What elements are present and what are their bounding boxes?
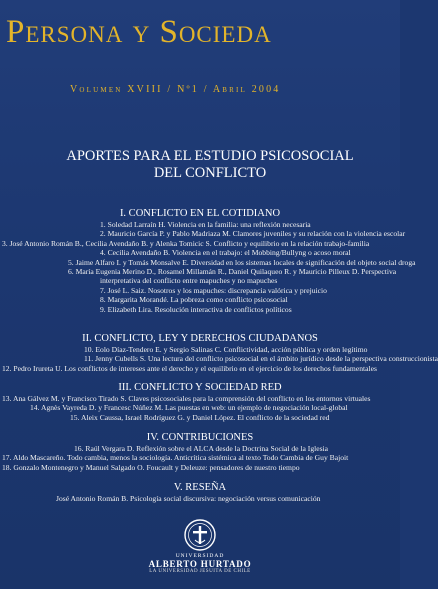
toc-item: 17. Aldo Mascareño. Todo cambia, menos la sociología. Anticrítica sistémica al texto Todo Cambia de Guy Bajoit	[2, 453, 349, 463]
section-heading: II. CONFLICTO, LEY Y DERECHOS CIUDADANOS	[82, 333, 318, 344]
toc-item: José Antonio Román B. Psicología social discursiva: negociación versus comunicación	[56, 494, 321, 503]
section-sociedad-red	[0, 382, 400, 422]
toc-item: 12. Pedro Irureta U. Los conflictos de intereses ante el derecho y el equilibrio en el ejercicio de los derechos fundamentales	[2, 363, 377, 373]
section-heading: III. CONFLICTO Y SOCIEDAD RED	[118, 382, 282, 393]
main-title-line-2: DEL CONFLICTO	[153, 165, 267, 181]
toc-item-continued: interpretativa del conflicto entre mapuches y no mapuches	[100, 276, 278, 286]
toc-item: 8. Margarita Morandé. La pobreza como conflicto psicosocial	[100, 295, 288, 305]
section-ley-derechos	[0, 333, 438, 373]
toc-item: 15. Aleix Caussa, Israel Rodríguez G. y Daniel López. El conflicto de la sociedad red	[70, 412, 330, 422]
toc-item: 2. Mauricio García P. y Pablo Madriaza M. Clamores juveniles y su relación con la violencia escolar	[100, 229, 406, 239]
university-seal-icon	[183, 518, 217, 552]
toc-item: 5. Jaime Alfaro I. y Tomás Monsalve E. Diversidad en los sistemas locales de significación del objeto social droga	[68, 257, 416, 267]
university-name: ALBERTO HURTADO	[148, 559, 252, 569]
toc-item: 14. Agnès Vayreda D. y Francesc Núñez M. Las puestas en web: un ejemplo de negociación local-global	[30, 403, 348, 413]
section-resena	[0, 482, 400, 503]
toc-item: 18. Gonzalo Montenegro y Manuel Salgado O. Foucault y Deleuze: pensadores de nuestro tiempo	[2, 462, 300, 472]
section-contribuciones	[0, 432, 400, 472]
section-conflicto-cotidiano	[0, 208, 416, 314]
section-heading: V. RESEÑA	[173, 482, 227, 493]
toc-item: 9. Elizabeth Lira. Resolución interactiva de conflictos políticos	[100, 304, 292, 314]
toc-item: 3. José Antonio Román B., Cecilia Avendaño B. y Alenka Tomicic S. Conflicto y equilibrio en la relación trabajo-familia	[2, 238, 370, 248]
issue-line: Volumen XVIII / Nº1 / Abril 2004	[70, 84, 281, 95]
main-title	[20, 148, 400, 182]
journal-title: Persona y Socieda	[6, 14, 272, 50]
toc-item: 1. Soledad Larraín H. Violencia en la familia: una reflexión necesaria	[100, 220, 311, 229]
section-heading: I. CONFLICTO EN EL COTIDIANO	[119, 208, 281, 219]
toc-item: 6. María Eugenia Merino D., Rosamel Millamán R., Daniel Quilaqueo R. y Mauricio Pilleux D. Perspectiva	[68, 267, 397, 277]
section-heading: IV. CONTRIBUCIONES	[146, 432, 254, 443]
university-top-label: UNIVERSIDAD	[175, 553, 225, 559]
toc-item: 11. Jenny Cubells S. Una lectura del conflicto psicosocial en el ámbito jurídico desde la perspectiva construccionista	[84, 354, 438, 364]
university-subtitle: LA UNIVERSIDAD JESUITA DE CHILE	[149, 569, 251, 574]
main-title-line-1: APORTES PARA EL ESTUDIO PSICOSOCIAL	[66, 148, 354, 164]
toc-item: 13. Ana Gálvez M. y Francisco Tirado S. Claves psicosociales para la comprensión del conflicto en los entornos virtuales	[2, 394, 371, 403]
toc-item: 16. Raúl Vergara D. Reflexión sobre el ALCA desde la Doctrina Social de la Iglesia	[74, 444, 329, 453]
toc-item: 10. Eolo Díaz-Tendero E. y Sergio Salinas C. Conflictividad, acción pública y orden legítimo	[84, 345, 368, 354]
toc-item: 4. Cecilia Avendaño B. Violencia en el trabajo: el Mobbing/Bullyng o acoso moral	[100, 248, 351, 258]
toc-item: 7. José L. Saiz. Nosotros y los mapuches: discrepancia valórica y prejuicio	[100, 285, 327, 295]
university-logo	[145, 518, 255, 574]
